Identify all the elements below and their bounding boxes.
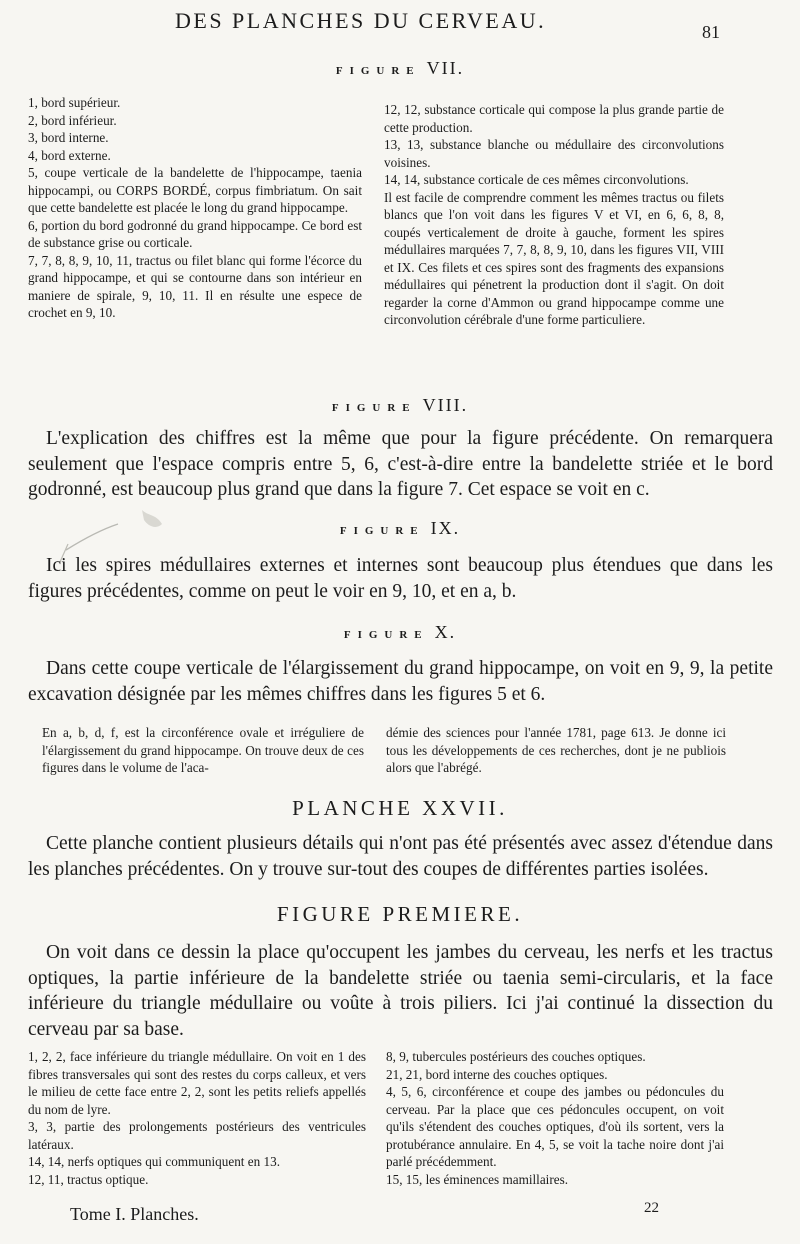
- legend-entry: 13, 13, substance blanche ou médullaire des circonvolutions voisines.: [384, 137, 724, 170]
- legend-entry: 3, bord interne.: [28, 130, 109, 145]
- legend-entry: 12, 11, tractus optique.: [28, 1171, 149, 1187]
- figure-ix-heading: [0, 518, 800, 539]
- heading-number: VIII.: [422, 395, 469, 415]
- running-head: DES PLANCHES DU CERVEAU.: [175, 8, 547, 33]
- figure-premiere-left-column: [28, 1048, 366, 1188]
- page-number: 81: [702, 22, 720, 42]
- heading-number: VII.: [426, 58, 465, 78]
- figure-ix-text: [28, 553, 773, 604]
- legend-entry: 4, bord externe.: [28, 147, 111, 163]
- legend-entry: 1, 2, 2, face inférieure du triangle médullaire. On voit en 1 des fibres transversales qui sont des restes du corps calleux, et vers le milieu de cette face entre 2, 2, sont les petits reliefs appellés du nom de lyre.: [28, 1049, 366, 1117]
- paragraph: Dans cette coupe verticale de l'élargissement du grand hippocampe, on voit en 9, 9, la petite excavation désignée par les mêmes chiffres dans les figures 5 et 6.: [28, 658, 773, 705]
- heading-label: FIGURE: [331, 402, 417, 414]
- figure-premiere-right-column: [386, 1048, 724, 1188]
- legend-entry: 15, 15, les éminences mamillaires.: [386, 1171, 569, 1187]
- legend-entry: 5, coupe verticale de la bandelette de l'hippocampe, taenia hippocampi, ou CORPS BORDÉ, corpus fimbriatum. On sait que cette bandelette est placée le long du grand hippocampe.: [28, 165, 362, 215]
- figure-x-text: [28, 656, 773, 707]
- figure-vii-left-column: [28, 94, 362, 322]
- figure-x-right-column: [386, 724, 726, 777]
- legend-entry: 1, bord supérieur.: [28, 95, 121, 110]
- figure-premiere-text: [28, 940, 773, 1042]
- legend-entry: 12, 12, substance corticale qui compose la plus grande partie de cette production.: [384, 102, 724, 135]
- figure-vii-heading: [0, 58, 800, 79]
- legend-entry: 6, portion du bord godronné du grand hippocampe. Ce bord est de substance grise ou corticale.: [28, 217, 362, 250]
- signature-number: 22: [644, 1200, 659, 1216]
- legend-entry: 21, 21, bord interne des couches optiques.: [386, 1066, 608, 1082]
- legend-entry: 2, bord inférieur.: [28, 112, 117, 128]
- page-header: [0, 4, 800, 44]
- heading-label: FIGURE: [339, 525, 425, 537]
- figure-viii-heading: [0, 395, 800, 416]
- heading-label: FIGURE: [335, 65, 421, 77]
- paragraph: Ici les spires médullaires externes et internes sont beaucoup plus étendues que dans les figures précédentes, comme on peut le voir en 9, 10, et en a, b.: [28, 555, 773, 602]
- paragraph: Il est facile de comprendre comment les mêmes tractus ou filets blancs que l'on voit dans les figures V et VI, en 6, 6, 8, 8, coupés verticalement de droite à gauche, forment les spires médullaires marquées 7, 7, 8, 8, 9, 10, dans les figures VII, VIII et IX. Ces filets et ces spires sont des fragments des expansions médullaires qui pénetrent la production dont il s'agit. On doit regarder la corne d'Ammon ou grand hippocampe comme une circonvolution cérébrale d'une forme particuliere.: [384, 189, 724, 327]
- planche-text: [28, 831, 773, 882]
- volume-signature: Tome I. Planches.: [70, 1204, 199, 1224]
- legend-entry: 7, 7, 8, 8, 9, 10, 11, tractus ou filet blanc qui forme l'écorce du grand hippocampe, et qui se contourne dans son intérieur en maniere de spirale, 9, 10, 11. Il en résulte une espece de crochet en 9, 10.: [28, 252, 362, 320]
- heading-label: FIGURE: [343, 629, 429, 641]
- figure-premiere-title: FIGURE PREMIERE.: [276, 902, 524, 926]
- figure-x-heading: [0, 622, 800, 643]
- legend-entry: 8, 9, tubercules postérieurs des couches optiques.: [386, 1049, 646, 1064]
- figure-viii-text: [28, 426, 773, 503]
- legend-entry: 3, 3, partie des prolongements postérieurs des ventricules latéraux.: [28, 1119, 366, 1152]
- heading-number: X.: [434, 622, 457, 642]
- figure-vii-right-column: [384, 101, 724, 329]
- paragraph: démie des sciences pour l'année 1781, page 613. Je donne ici tous les développements de ces recherches, dont je ne publiois alors que l'abrégé.: [386, 725, 726, 775]
- heading-number: IX.: [430, 518, 461, 538]
- paragraph: Cette planche contient plusieurs détails qui n'ont pas été présentés avec assez d'étendue dans les planches précédentes. On y trouve sur-tout des coupes de différentes parties isolées.: [28, 833, 773, 880]
- paragraph: L'explication des chiffres est la même que pour la figure précédente. On remarquera seulement que l'espace compris entre 5, 6, c'est-à-dire entre la bandelette striée et le bord godronné, est beaucoup plus grand que dans la figure 7. Cet espace se voit en c.: [28, 428, 773, 500]
- figure-x-left-column: [42, 724, 364, 777]
- legend-entry: 14, 14, nerfs optiques qui communiquent en 13.: [28, 1154, 280, 1169]
- planche-title: PLANCHE XXVII.: [292, 796, 508, 820]
- paragraph: On voit dans ce dessin la place qu'occupent les jambes du cerveau, les nerfs et les tractus optiques, la partie inférieure de la bandelette striée ou taenia semi-circularis, et la face inférieure du triangle médullaire ou voûte à trois piliers. Ici j'ai continué la dissection du cerveau par sa base.: [28, 942, 773, 1040]
- legend-entry: 4, 5, 6, circonférence et coupe des jambes ou pédoncules du cerveau. Par la place que ces pédoncules occupent, on voit qu'ils s'étendent des couches optiques, d'où ils sortent, vers la protubérance annulaire. En 4, 5, se voit la tache noire dont j'ai parlé précédemment.: [386, 1084, 724, 1169]
- legend-entry: 14, 14, substance corticale de ces mêmes circonvolutions.: [384, 172, 689, 187]
- paragraph: En a, b, d, f, est la circonférence ovale et irréguliere de l'élargissement du grand hippocampe. On trouve deux de ces figures dans le volume de l'aca-: [42, 725, 364, 775]
